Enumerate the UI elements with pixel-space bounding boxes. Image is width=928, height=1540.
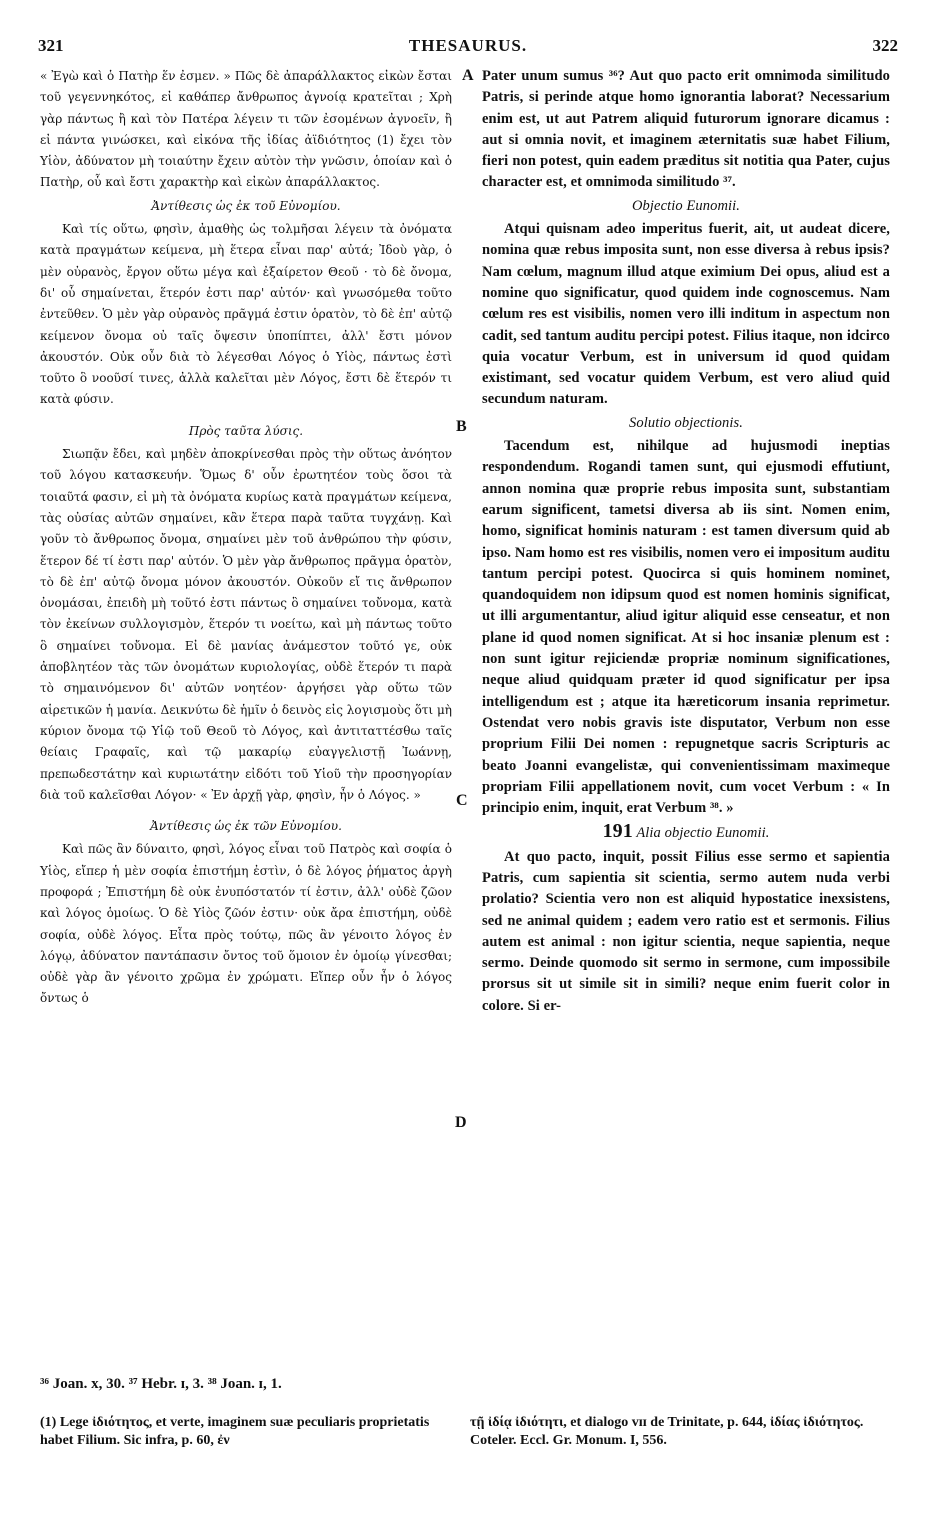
greek-paragraph: Σιωπᾷν ἔδει, καὶ μηδὲν ἀποκρίνεσθαι πρὸς τὴν οὕτως ἀνόητον τοῦ λόγου κατασκευήν. Ὅμως δ' οὖν ἐρωτητέον τοὺς ὅσοι τὰ τοιαῦτά φασιν, εἰ μὴ τὰ ὀνόματα κυρίως κατὰ πραγμάτων κείμενα, τὰς οὐσίας αὐτῶν σημαίνει, κἂν ἕτερα παρὰ ταῦτα τυγχάνῃ. Καὶ γοῦν τὸ ἄνθρωπος ὄνομα, σημαίνει μὲν τοῦ ἀνθρώπου τὴν φύσιν, ἕτερον δέ τί ἐστι παρ' αὐτόν. Ὁ μὲν γὰρ ἄνθρωπος πρᾶγμα ὁρατὸν, τὸ δὲ ἐπ' αὐτῷ ὄνομα μόνον ἀκουστόν. Οὐκοῦν εἴ τις ἄνθρωπον ὀνομάσαι, ἐπειδὴ μὴ τοῦτό ἐστι πάντως ὃ σημαίνει τοὔνομα, κατὰ τὸν ἐκείνων συλλογισμὸν, ἕτερόν τι νοείτω, καὶ μὴ πάντως τοῦτο ὃ σημαίνει τοὔνομα. Εἰ δὲ μανίας ἀνάμεστον τοῦτό γε, οὐκ ἀποβλητέον τὰς τῶν ὀνομάτων κυριολογίας, οὐδὲ ἕτερόν τι παρὰ τὸ σημαινόμενον δι' αὐτῶν νοητέον· ἀργήσει γὰρ οὕτω τῶν αἱρετικῶν ἡ μανία. Δεικνύτω δὲ ἡμῖν ὁ δεινὸς εἰς λογισμοὺς ὅτι μὴ κύριον ὄνομα τῷ Υἱῷ τοῦ Θεοῦ τὸ Λόγος, καὶ ἀντιταττέσθω ταῖς θείαις Γραφαῖς, καὶ τῷ μακαρίῳ εὐαγγελιστῇ Ἰωάννῃ, πρεπωδεστάτην καὶ κυριωτάτην εἰδότι τοῦ Υἱοῦ τὴν προσηγορίαν διὰ τοῦ καλεῖσθαι Λόγον· « Ἐν ἀρχῇ γὰρ, φησὶν, ἦν ὁ Λόγος. » [40, 447, 452, 802]
margin-letter-d: D [455, 1114, 467, 1131]
latin-heading-191 [482, 821, 890, 844]
greek-heading: Πρὸς ταῦτα λύσις. [188, 423, 304, 438]
running-title: THESAURUS. [408, 36, 528, 55]
greek-paragraph: Καὶ τίς οὕτω, φησὶν, ἀμαθὴς ὡς τολμῆσαι λέγειν τὰ ὀνόματα κατὰ πραγμάτων κείμενα, μὴ ἕτερα εἶναι παρ' αὐτά; Ἰδοὺ γὰρ, ὁ μὲν οὐρανὸς, ἔργον οὕτω μέγα καὶ ἐξαίρετον Θεοῦ · τὸ δὲ ὄνομα, δι' οὗ σημαίνεται, ἕτερόν ἐστι παρ' αὐτόν· καὶ γνωσόμεθα τοῦτο ἐντεῦθεν. Ὁ μὲν γὰρ οὐρανὸς πρᾶγμά ἐστιν ὁρατὸν, τὸ δὲ ἐπ' αὐτῷ κείμενον ὄνομα οὐ ταῖς ὄψεσιν ὑποπίπτει, ἀλλ' ἔστι μόνον ἀκουστόν. Οὐκ οὖν διὰ τὸ λέγεσθαι Λόγος ὁ Υἱὸς, πάντως ἐστὶ τοῦτο ὃ νοοῦσί τινες, ἀλλὰ καλεῖται μὲν Λόγος, ἔστι δὲ ἕτερόν τι κατὰ φύσιν. [40, 222, 452, 407]
greek-heading: Ἀντίθεσις ὡς ἐκ τῶν Εὐνομίου. [150, 819, 342, 834]
latin-paragraph: Pater unum sumus ³⁶? Aut quo pacto erit omnimoda similitudo Patris, si perinde atque homo ignorantia laborat? Necessarium enim est, ut aut Patrem aliquid futurorum ignorare dicamus : aut si omnia novit, et imaginem æternitatis suæ habet Filium, fieri non potest, quin eadem præditus sit notitia qua Pater, cujus character est, et omnimoda similitudo ³⁷. [482, 68, 890, 191]
margin-letter-a: A [462, 67, 474, 84]
greek-paragraph: Καὶ πῶς ἂν δύναιτο, φησὶ, λόγος εἶναι τοῦ Πατρὸς καὶ σοφία ὁ Υἱὸς, εἴπερ ἡ μὲν σοφία ἐπιστήμη ἐστὶν, ὁ δὲ λόγος ῥήματος ἀργὴ προφορά ; Ἐπιστήμη δὲ οὐκ ἐνυπόστατόν τί ἐστιν, ἀλλ' οὐδὲ ζῶον καὶ λόγος ὁμοίως. Ὁ δὲ Υἱὸς ζῶόν ἐστιν· οὐκ ἄρα ἐπιστήμη, οὐδὲ σοφία, οὐδὲ λόγος. Εἶτα πρὸς τούτῳ, πῶς ἂν γένοιτο λόγος ἐν λόγῳ, ἀδύνατον παντάπασιν ὄντος τοῦ ὅμοιον ἐν ὁμοίῳ γίνεσθαι; οὐδὲ γὰρ ἂν γένοιτο χρῶμα ἐν χρώματι. Εἴπερ οὖν ἦν ὁ λόγος ὄντως ὁ [40, 842, 452, 1006]
greek-column [40, 66, 452, 1010]
latin-heading: Objectio Eunomii. [631, 197, 740, 214]
section-number: 191 [602, 820, 633, 843]
greek-paragraph: « Ἐγὼ καὶ ὁ Πατὴρ ἕν ἐσμεν. » Πῶς δὲ ἀπαράλλακτος εἰκὼν ἔσται τοῦ γεγεννηκότος, εἰ καθάπερ ἄνθρωπος ἀγνοίᾳ κρατεῖται ; Χρὴ γὰρ πάντως ἢ καὶ τὸν Πατέρα λέγειν τι τῶν ἐσομένων ἀγνοεῖν, ἢ εἰ πάντα γινώσκει, καὶ εἰκόνα τῆς ἰδίας ἀϊδιότητος (1) ἔχει τὸν Υἱὸν, ἀδύνατον μὴ τοιαύτην ἔχειν αὐτὸν τὴν γνῶσιν, ὁποίαν καὶ ὁ Πατὴρ, οὗ καὶ ἔστι χαρακτὴρ καὶ εἰκὼν ἀπαράλλακτος. [40, 69, 452, 190]
margin-letter-c: C [456, 792, 468, 809]
latin-heading: Solutio objectionis. [629, 414, 743, 431]
margin-letter-b: B [456, 418, 467, 435]
editorial-note-right: τῇ ἰδίᾳ ἰδιότητι, et dialogo vɪɪ de Trinitate, p. 644, ἰδίας ἰδιότητος. Coteler. Eccl. Gr. Monum. I, 556. [470, 1415, 864, 1448]
page-number-right: 322 [872, 36, 898, 55]
latin-paragraph: Tacendum est, nihilque ad hujusmodi ineptias respondendum. Rogandi tamen sunt, qui ejusmodi effutiunt, annon nomina quæ proprie rebus imposita sunt, substantiam earum significent, tametsi diversa ab iis sint. Nomen enim, homo, significat hominis naturam : est tamen diversum quid ab ipso. Nam homo est res visibilis, nomen vero ei impositum auditu tantum percipi potest. Quocirca si quis hominem nominet, quandoquidem non idipsum quod est nomen hominis significat, ut illi argumentantur, aliud igitur aliquid esse censeatur, et non plane id quod nomen significat. At si hoc insaniæ plenum est : non sunt igitur rejiciendæ propriæ nominum significationes, neque aliud quidquam præter id quod significatur per ipsa intelligendum est ; atque ita hæreticorum insania reprimetur. Ostendat vero nobis gravis iste disputator, Verbum non esse proprium Filii Dei nomen : repugnetque sacris Scripturis ac beato Joanni evangelistæ, qui convenientissimam maximeque propriam Filii appellationem novit, cum vocet Verbum : « In principio enim, inquit, erat Verbum ³⁸. » [482, 438, 890, 817]
greek-heading: Ἀντίθεσις ὡς ἐκ τοῦ Εὐνομίου. [151, 198, 341, 213]
page-number-left: 321 [38, 36, 64, 55]
running-head [38, 36, 898, 58]
footnotes: ³⁶ Joan. x, 30. ³⁷ Hebr. ɪ, 3. ³⁸ Joan. ɪ, 1. [40, 1376, 282, 1392]
latin-column [482, 66, 890, 1017]
editorial-note-left: (1) Lege ἰδιότητος, et verte, imaginem suæ peculiaris proprietatis habet Filium. Sic infra, p. 60, ἐν [40, 1415, 430, 1448]
latin-heading-text: Alia objectio Eunomii. [636, 825, 770, 842]
latin-paragraph: Atqui quisnam adeo imperitus fuerit, ait, ut audeat dicere, nomina quæ rebus imposita sunt, non esse diversa à rebus ipsis? Nam cœlum, magnum illud atque eximium Dei opus, aliud est a nomine quo significatur, quod quidem inde cognoscemus. Nam cœlum res est visibilis, nomen vero illi inditum in aspectum non cadit, sed tantum auditu percipi potest. Filius itaque, non idcirco quia vocatur Verbum, est in universum id quod quidam existimant, sed vocatur quidem Verbum, est vero aliud quid secundum naturam. [482, 221, 890, 408]
latin-paragraph: At quo pacto, inquit, possit Filius esse sermo et sapientia Patris, cum sapientia sit scientia, sermo autem nuda verbi prolatio? Scientia vero non est aliquid hypostatice inexsistens, sed ne animal quidem ; eadem vero ratio est et sermonis. Filius autem est animal : non igitur scientia, neque sapientia, neque sermo. Deinde quomodo sit sermo in sermone, cum impossibile prorsus sit ut simile sit in simili? neque enim fuerit color in colore. Si er- [482, 848, 890, 1014]
